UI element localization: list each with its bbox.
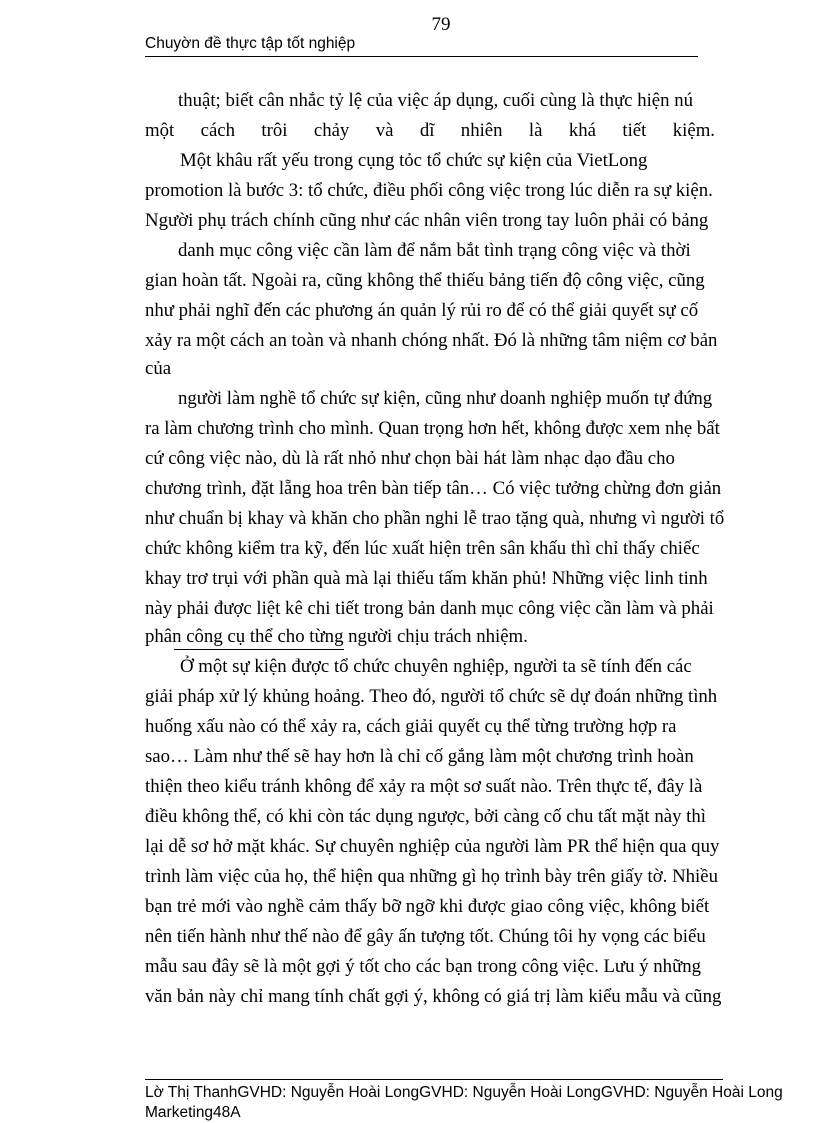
body-line: mẫu sau đây sẽ là một gợi ý tốt cho các bạn trong công việc. Lưu ý những (145, 956, 702, 977)
body-line: promotion là bước 3: tổ chức, điều phối công việc trong lúc diễn ra sự kiện. (145, 180, 713, 201)
body-line: xảy ra một cách an toàn và nhanh chóng nhất. Đó là những tâm niệm cơ bản (145, 330, 718, 351)
body-line: sao… Làm như thế sẽ hay hơn là chỉ cố gắng làm một chương trình hoàn (145, 746, 694, 767)
body-line: điều không thể, có khi còn tác dụng ngược, bởi càng cố chu tất mặt này thì (145, 806, 706, 827)
body-line: ra làm chương trình cho mình. Quan trọng hơn hết, không được xem nhẹ bất (145, 418, 720, 439)
body-line: trình làm việc của họ, thể hiện qua những gì họ trình bày trên giấy tờ. Nhiều (145, 866, 718, 887)
body-line: danh mục công việc cần làm để nắm bắt tình trạng công việc và thời (178, 240, 691, 261)
body-line: Người phụ trách chính cũng như các nhân viên trong tay luôn phải có bảng (145, 210, 709, 231)
body-line: Ở một sự kiện được tổ chức chuyên nghiệp, người ta sẽ tính đến các (180, 656, 692, 677)
body-line: nên tiến hành như thế nào để gây ấn tượng tốt. Chúng tôi hy vọng các biểu (145, 926, 706, 947)
body-line: huống xấu nào có thể xảy ra, cách giải quyết cụ thể từng trường hợp ra (145, 716, 677, 737)
header-rule (145, 56, 698, 57)
body-line: Một khâu rất yếu trong cụng tỏc tổ chức sự kiện của VietLong (180, 150, 648, 171)
body-line: giải pháp xử lý khủng hoảng. Theo đó, người tổ chức sẽ dự đoán những tình (145, 686, 718, 707)
body-line: phân công cụ thể cho từng người chịu trách nhiệm. (145, 626, 528, 647)
body-line: của (145, 358, 172, 379)
body-line: cứ công việc nào, dù là rất nhỏ như chọn bài hát làm nhạc dạo đầu cho (145, 448, 675, 469)
body-line: gian hoàn tất. Ngoài ra, cũng không thể thiếu bảng tiến độ công việc, cũng (145, 270, 705, 291)
footer-author-line: Lờ Thị ThanhGVHD: Nguyễn Hoài LongGVHD: Nguyễn Hoài LongGVHD: Nguyễn Hoài Long (145, 1084, 783, 1101)
body-line: này phải được liệt kê chi tiết trong bản danh mục công việc cần làm và phải (145, 598, 714, 619)
body-line: chức không kiểm tra kỹ, đến lúc xuất hiện trên sân khấu thì chỉ thấy chiếc (145, 538, 700, 559)
body-line: chương trình, đặt lẵng hoa trên bàn tiếp tân… Có việc tưởng chừng đơn giản (145, 478, 722, 499)
body-line: như chuẩn bị khay và khăn cho phần nghi lễ trao tặng quà, nhưng vì người tổ (145, 508, 725, 529)
body-line: thuật; biết cân nhắc tỷ lệ của việc áp dụng, cuối cùng là thực hiện nú (178, 90, 694, 111)
body-line: như phải nghĩ đến các phương án quản lý rủi ro để có thể giải quyết sự cố (145, 300, 699, 321)
footer-rule (145, 1079, 723, 1080)
body-line: bạn trẻ mới vào nghề cảm thấy bỡ ngỡ khi được giao công việc, không biết (145, 896, 710, 917)
footer-class-line: Marketing48A (145, 1104, 241, 1121)
body-line: người làm nghề tổ chức sự kiện, cũng như doanh nghiệp muốn tự đứng (178, 388, 713, 409)
page-number: 79 (431, 14, 451, 35)
body-line: thiện theo kiểu tránh không để xảy ra một sơ suất nào. Trên thực tế, đây là (145, 776, 703, 797)
body-line: văn bản này chỉ mang tính chất gợi ý, không có giá trị làm kiểu mẫu và cũng (145, 986, 722, 1007)
body-line: lại dễ sơ hở mặt khác. Sự chuyên nghiệp của người làm PR thể hiện qua quy (145, 836, 720, 857)
body-line: một cách trôi chảy và dĩ nhiên là khá tiết kiệm. (145, 120, 715, 141)
short-rule (174, 649, 344, 650)
body-line: khay trơ trụi với phần quà mà lại thiếu tấm khăn phủ! Những việc linh tinh (145, 568, 708, 589)
header-title: Chuyờn đề thực tập tốt nghiệp (145, 35, 356, 52)
